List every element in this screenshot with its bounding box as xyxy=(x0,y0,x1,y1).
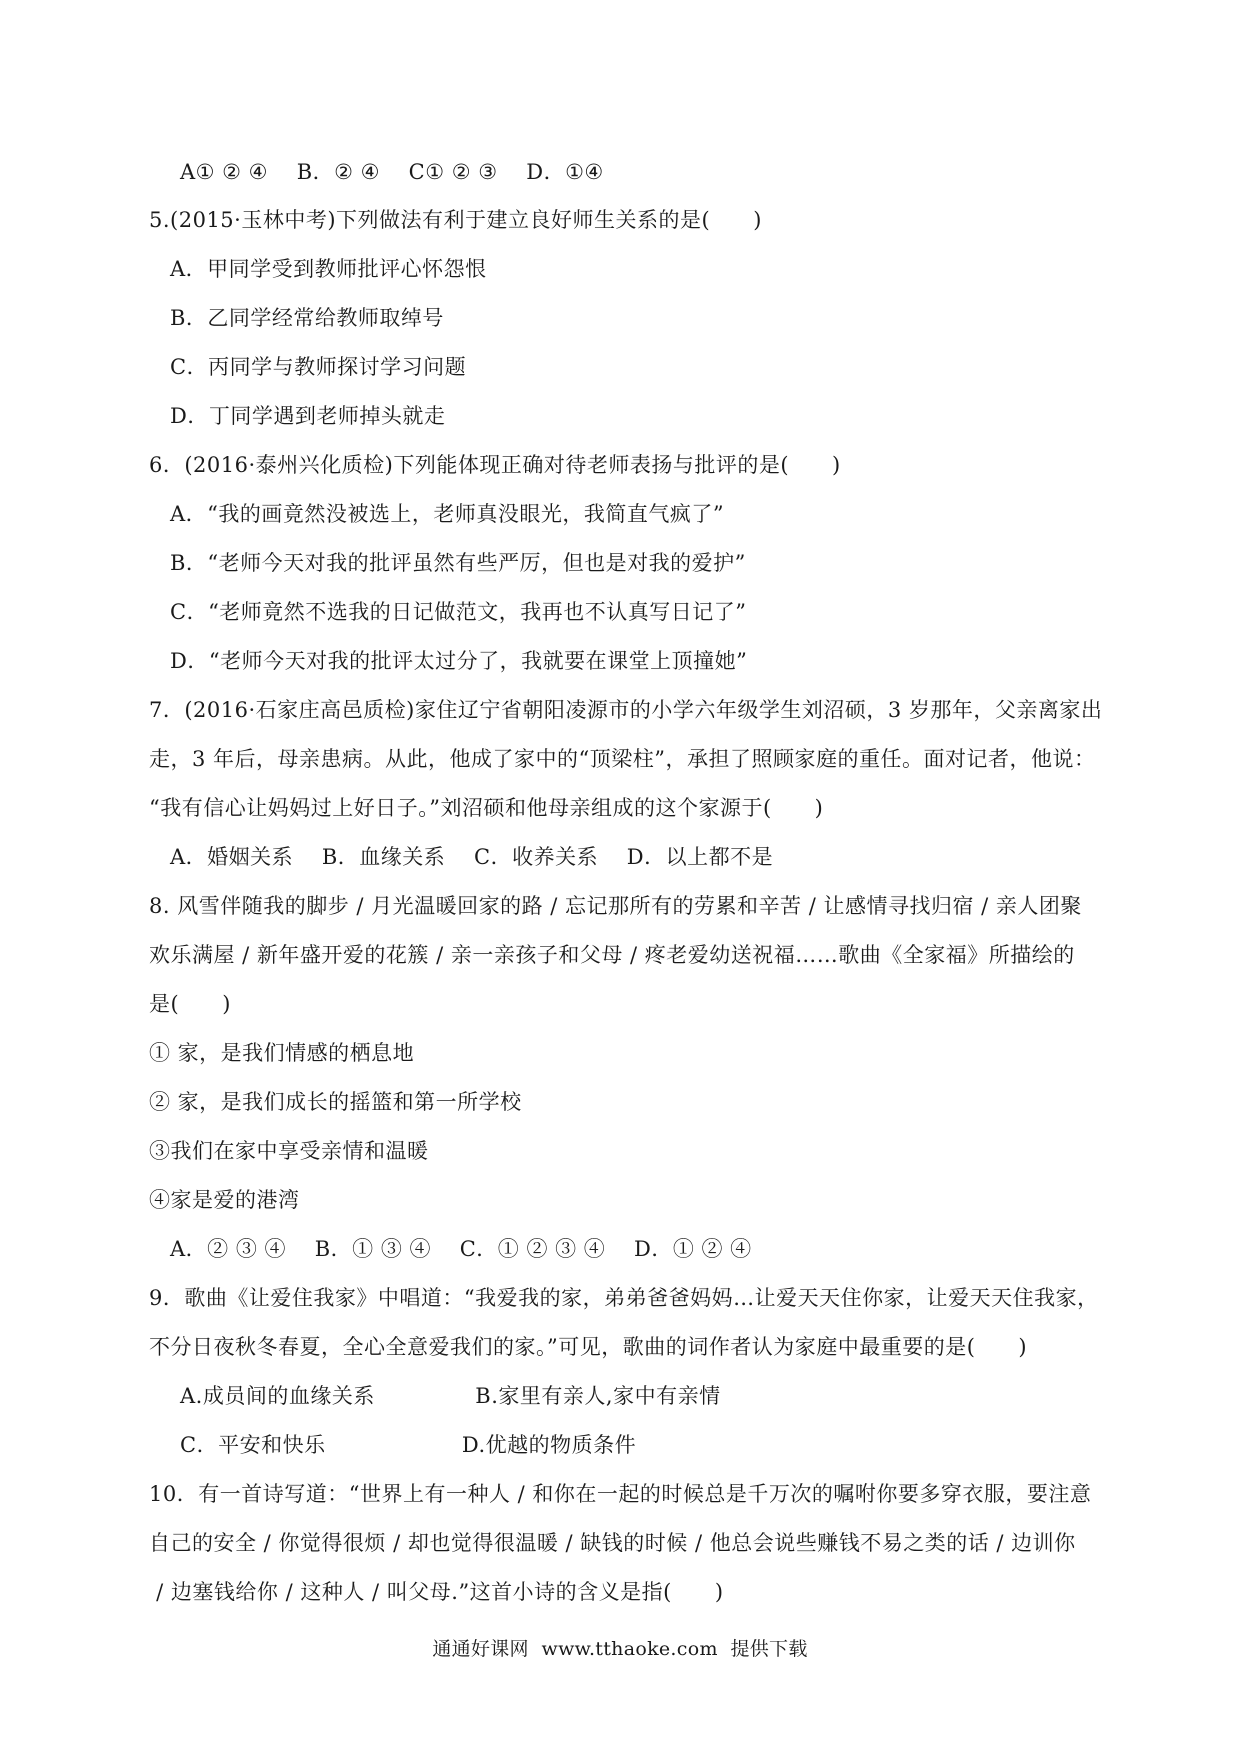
question-7-options: A．婚姻关系 B．血缘关系 C．收养关系 D．以上都不是 xyxy=(170,845,774,869)
question-5-option-d: D．丁同学遇到老师掉头就走 xyxy=(170,404,446,428)
question-8-stem-line-2: 欢乐满屋 / 新年盛开爱的花簇 / 亲一亲孩子和父母 / 疼老爱幼送祝福……歌曲《全家福》所描绘的 xyxy=(149,943,1075,967)
question-5-stem: 5.(2015·玉林中考)下列做法有利于建立良好师生关系的是( ) xyxy=(149,208,762,232)
answer-options-q4: A① ② ④ B．② ④ C① ② ③ D．①④ xyxy=(180,160,604,184)
question-9-options-ab: A.成员间的血缘关系 B.家里有亲人,家中有亲情 xyxy=(180,1384,721,1408)
question-5-option-a: A．甲同学受到教师批评心怀怨恨 xyxy=(170,257,487,281)
question-8-statement-3: ③我们在家中享受亲情和温暖 xyxy=(149,1139,429,1163)
page-footer: 通通好课网 www.tthaoke.com 提供下载 xyxy=(432,1638,808,1660)
question-6-option-b: B．“老师今天对我的批评虽然有些严厉，但也是对我的爱护” xyxy=(170,551,746,575)
question-8-statement-4: ④家是爱的港湾 xyxy=(149,1188,300,1212)
question-8-options: A．② ③ ④ B．① ③ ④ C．① ② ③ ④ D．① ② ④ xyxy=(170,1237,752,1261)
question-7-stem-line-1: 7．(2016·石家庄高邑质检)家住辽宁省朝阳凌源市的小学六年级学生刘沼硕，3 岁那年，父亲离家出 xyxy=(149,698,1103,722)
question-9-stem-line-2: 不分日夜秋冬春夏，全心全意爱我们的家。”可见，歌曲的词作者认为家庭中最重要的是( ) xyxy=(149,1335,1028,1359)
question-9-stem-line-1: 9．歌曲《让爱住我家》中唱道：“我爱我的家，弟弟爸爸妈妈…让爱天天住你家，让爱天天住我家， xyxy=(149,1286,1099,1310)
question-8-statement-1: ① 家，是我们情感的栖息地 xyxy=(149,1041,415,1065)
question-8-stem-line-1: 8. 风雪伴随我的脚步 / 月光温暖回家的路 / 忘记那所有的劳累和辛苦 / 让感情寻找归宿 / 亲人团聚 xyxy=(149,894,1082,918)
question-8-statement-2: ② 家，是我们成长的摇篮和第一所学校 xyxy=(149,1090,522,1114)
question-6-option-d: D．“老师今天对我的批评太过分了，我就要在课堂上顶撞她” xyxy=(170,649,748,673)
question-8-stem-line-3: 是( ) xyxy=(149,992,231,1016)
question-7-stem-line-3: “我有信心让妈妈过上好日子。”刘沼硕和他母亲组成的这个家源于( ) xyxy=(149,796,824,820)
question-6-stem: 6．(2016·泰州兴化质检)下列能体现正确对待老师表扬与批评的是( ) xyxy=(149,453,841,477)
question-6-option-c: C．“老师竟然不选我的日记做范文，我再也不认真写日记了” xyxy=(170,600,747,624)
question-7-stem-line-2: 走，3 年后，母亲患病。从此，他成了家中的“顶梁柱”，承担了照顾家庭的重任。面对记者，他说： xyxy=(149,747,1096,771)
question-5-option-b: B．乙同学经常给教师取绰号 xyxy=(170,306,444,330)
question-5-option-c: C．丙同学与教师探讨学习问题 xyxy=(170,355,467,379)
question-10-stem-line-3: / 边塞钱给你 / 这种人 / 叫父母.”这首小诗的含义是指( ) xyxy=(149,1580,724,1604)
question-10-stem-line-1: 10．有一首诗写道：“世界上有一种人 / 和你在一起的时候总是千万次的嘱咐你要多穿衣服，要注意 xyxy=(149,1482,1092,1506)
question-10-stem-line-2: 自己的安全 / 你觉得很烦 / 却也觉得很温暖 / 缺钱的时候 / 他总会说些赚钱不易之类的话 / 边训你 xyxy=(149,1531,1076,1555)
question-6-option-a: A．“我的画竟然没被选上，老师真没眼光，我简直气疯了” xyxy=(170,502,725,526)
question-9-options-cd: C．平安和快乐 D.优越的物质条件 xyxy=(180,1433,637,1457)
